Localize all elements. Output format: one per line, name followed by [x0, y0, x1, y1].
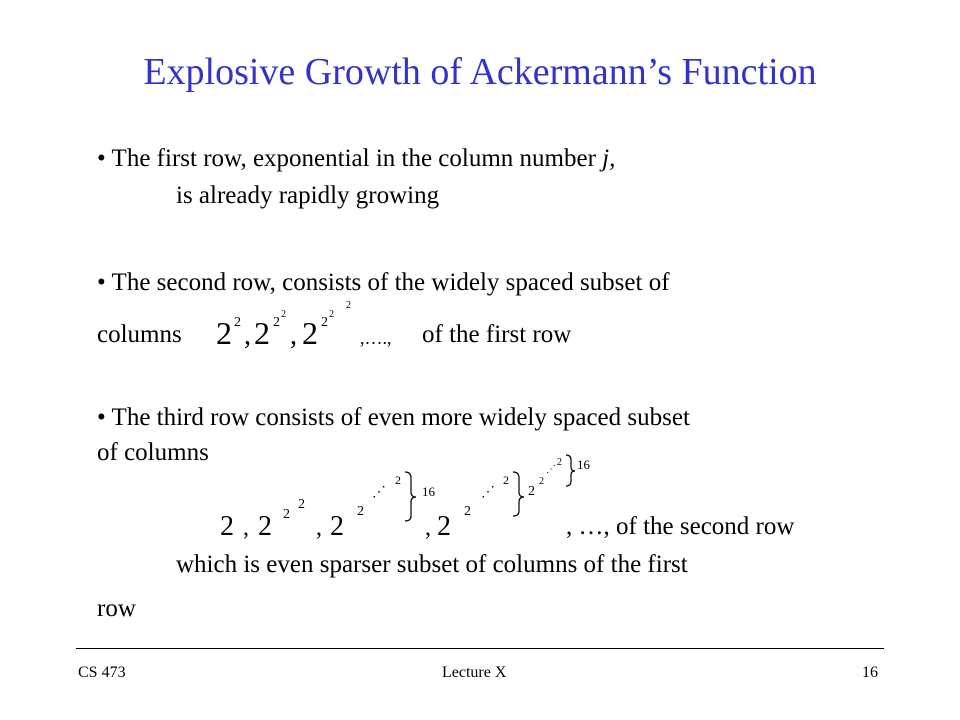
- formula3-dots-3: ⋰: [372, 485, 386, 500]
- bullet-2-line-1: • The second row, consists of the widely spaced subset of: [97, 269, 670, 296]
- formula3-exp-4c: 2: [528, 484, 535, 499]
- formula2-base-3: 2: [302, 315, 318, 351]
- formula3-exp-2b: 2: [298, 497, 305, 512]
- footer-course: CS 473: [78, 664, 126, 681]
- formula2-comma-2: ,: [290, 320, 297, 351]
- formula3-exp-3b: 2: [395, 473, 401, 487]
- formula3-brace-4b: [566, 455, 575, 486]
- formula3-brace-3: [405, 472, 416, 521]
- formula3-comma-3: ,: [425, 515, 431, 541]
- formula2-base-1: 2: [216, 315, 232, 351]
- bullet-1-line-2: is already rapidly growing: [176, 182, 440, 209]
- formula2-exp-2b: 2: [281, 309, 286, 320]
- formula2-comma-1: ,: [244, 320, 251, 351]
- formula3-comma-1: ,: [243, 515, 249, 541]
- formula3-brace-count-4: 16: [577, 457, 590, 472]
- bullet-2-suffix: of the first row: [422, 321, 572, 348]
- formula2-exp-3c: 2: [346, 300, 351, 311]
- bullet-1-text: • The first row, exponential in the column number: [97, 145, 603, 172]
- slide-title: Explosive Growth of Ackermann’s Function: [143, 51, 817, 93]
- bullet-3-line-4: which is even sparser subset of columns of the first: [176, 551, 688, 578]
- formula2-ellipsis: ,….,: [360, 328, 392, 348]
- formula3-base-2: 2: [258, 511, 272, 542]
- bullet-1-italic-j: j,: [602, 145, 616, 172]
- formula3-comma-2: ,: [316, 515, 322, 541]
- footer-page-number: 16: [862, 664, 878, 681]
- footer-lecture: Lecture X: [442, 664, 507, 681]
- formula3-dots-4b: ⋰: [546, 464, 556, 475]
- formula3-exp-3a: 2: [357, 504, 364, 519]
- formula3-brace-4: [513, 472, 524, 516]
- formula2-exp-3a: 2: [321, 315, 328, 330]
- formula3-base-3: 2: [330, 511, 344, 542]
- bullet-3-suffix: , …, of the second row: [566, 513, 795, 540]
- formula-second-row: [216, 300, 392, 351]
- bullet-3-line-2: of columns: [97, 439, 209, 466]
- formula3-exp-2a: 2: [283, 507, 290, 522]
- formula2-base-2: 2: [254, 315, 270, 351]
- formula-third-row: [220, 455, 591, 542]
- formula2-exp-3b: 2: [329, 309, 334, 320]
- formula3-brace-count-3: 16: [422, 484, 435, 499]
- footer-divider: [76, 648, 884, 649]
- formula3-exp-4b: 2: [503, 473, 509, 487]
- bullet-2-columns-label: columns: [97, 321, 182, 348]
- formula2-exp-2a: 2: [273, 315, 280, 330]
- bullet-3-line-5: row: [97, 595, 136, 622]
- formula2-exp-1: 2: [234, 315, 241, 330]
- formula3-dots-4: ⋰: [481, 485, 495, 500]
- bullet-3-line-1: • The third row consists of even more widely spaced subset: [97, 404, 690, 431]
- formula3-exp-4a: 2: [464, 504, 471, 519]
- formula3-exp-4e: 2: [557, 457, 562, 468]
- formula3-exp-4d: 2: [539, 476, 544, 487]
- formula3-base-1: 2: [220, 511, 234, 542]
- formula3-base-4: 2: [437, 511, 451, 542]
